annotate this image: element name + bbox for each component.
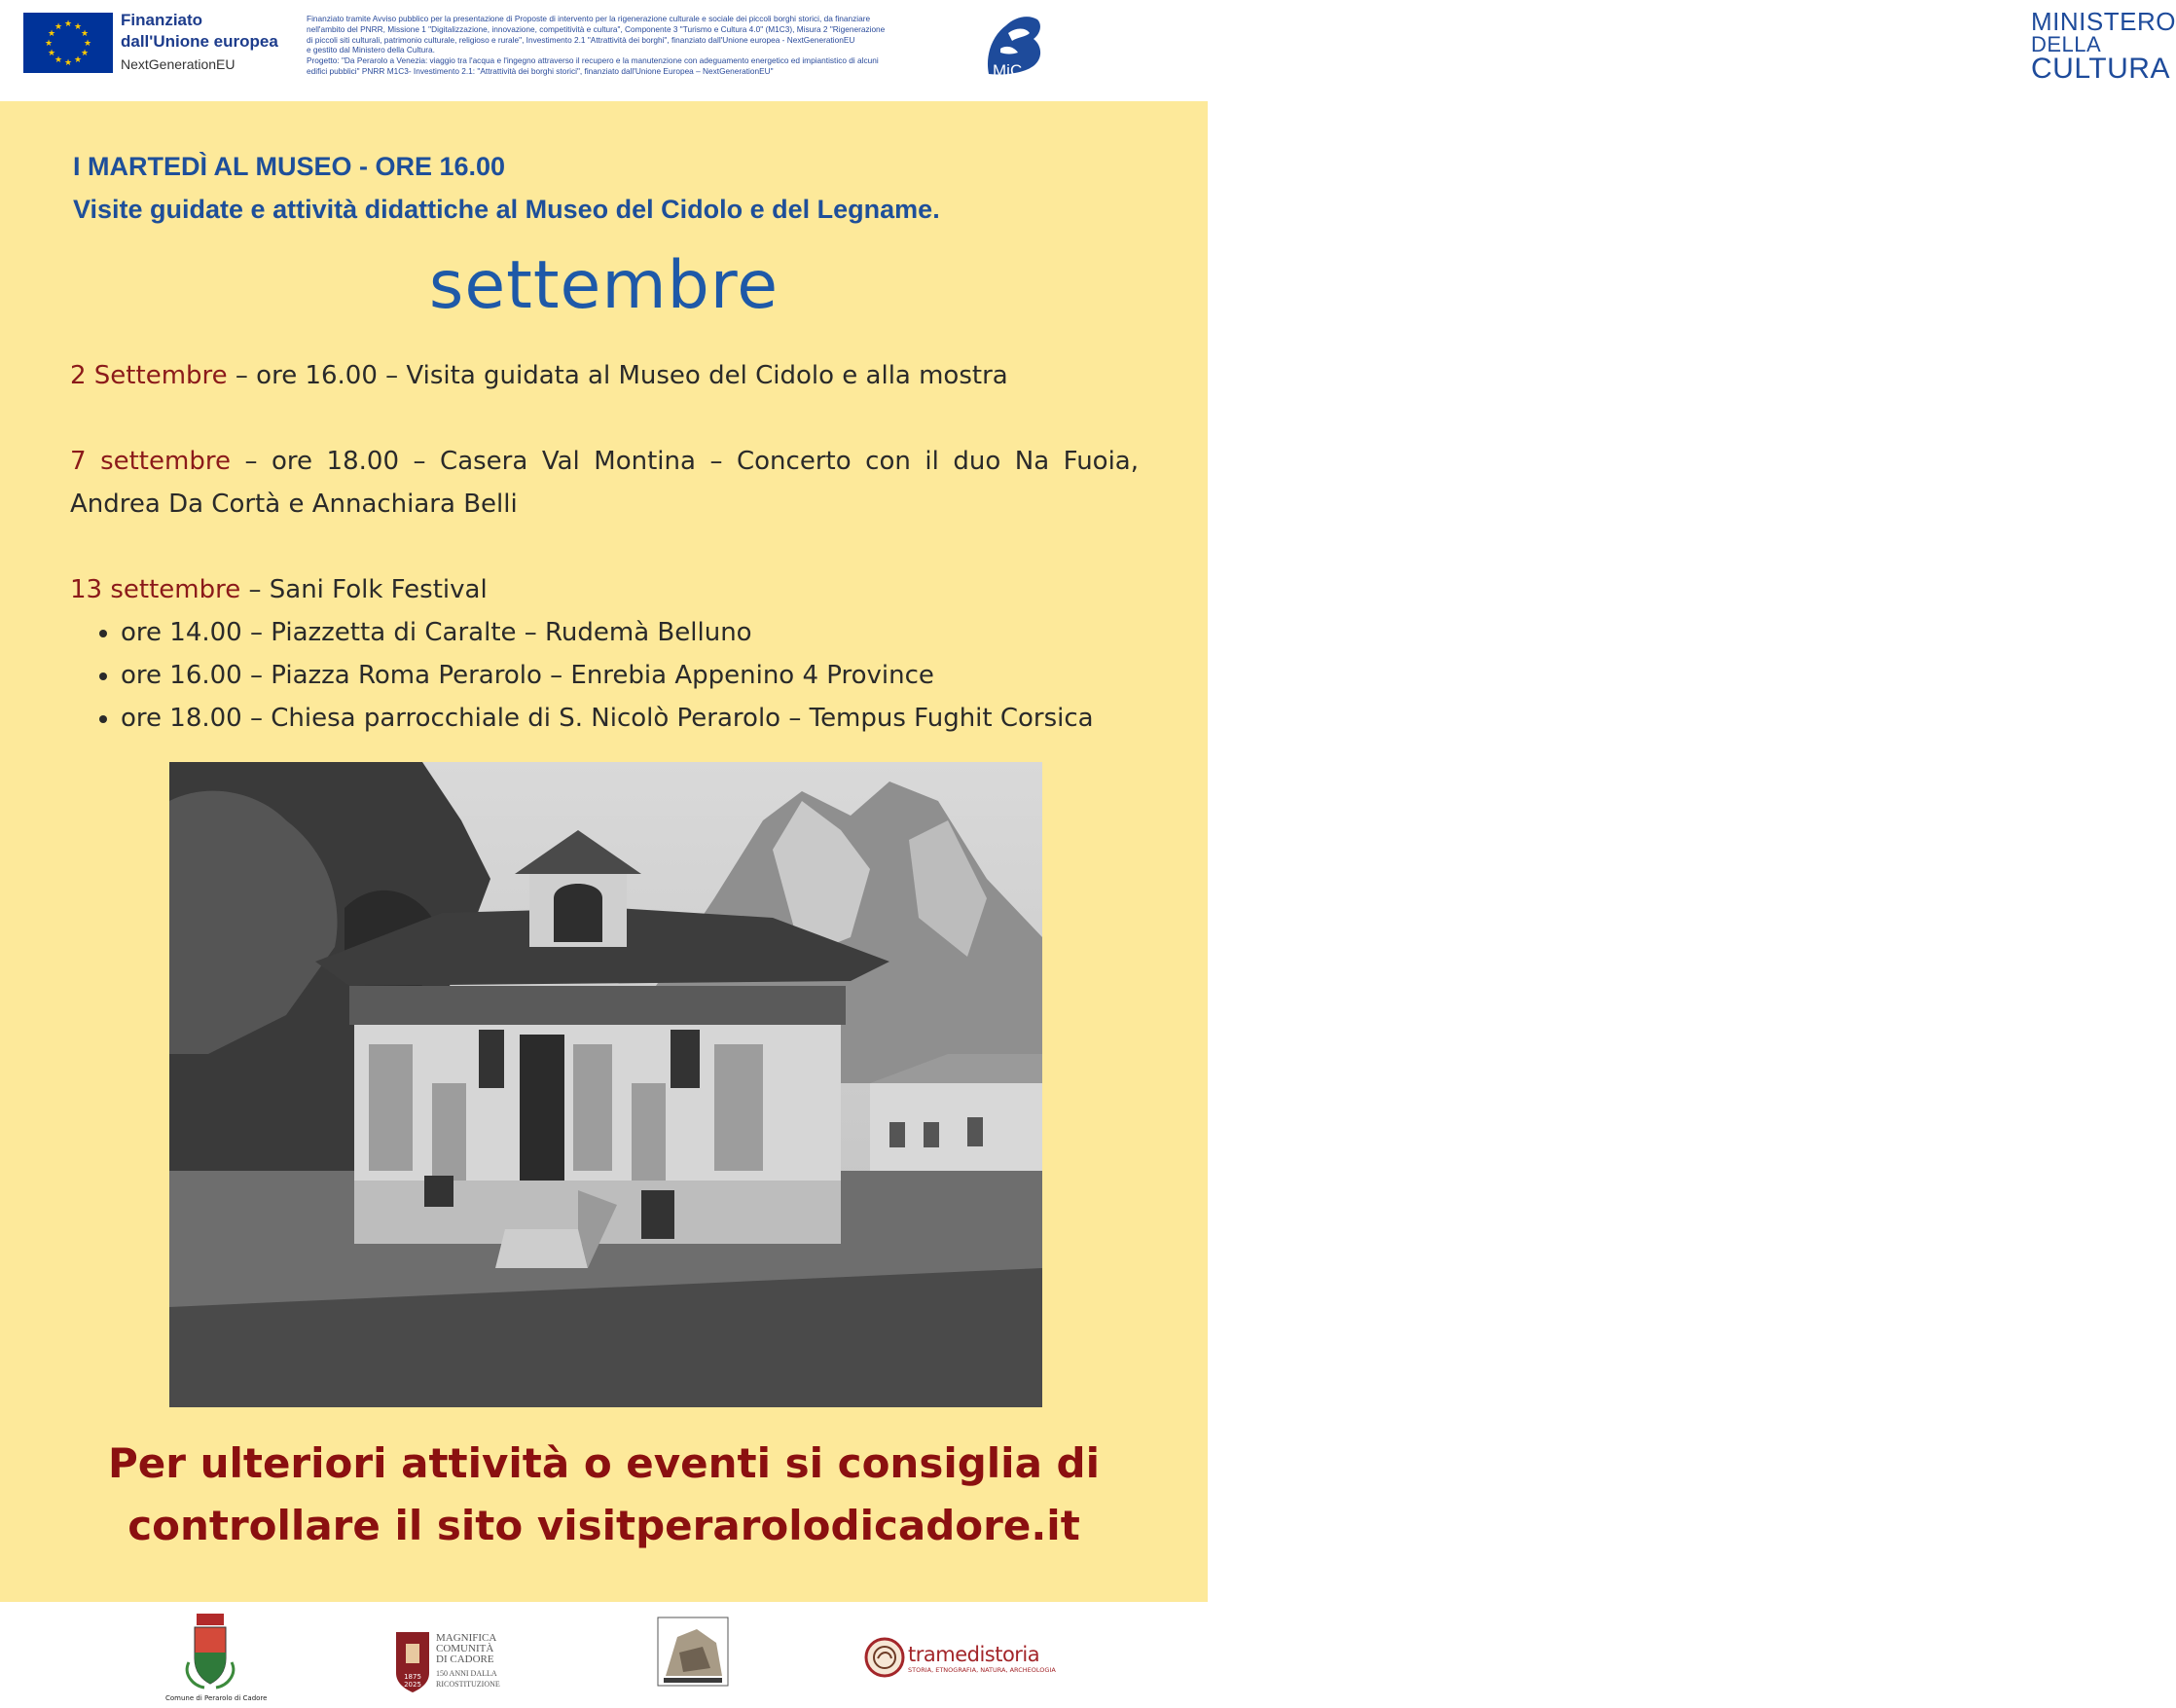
eu-logo-line1: Finanziato bbox=[121, 11, 203, 29]
cta-line1: Per ulteriori attività o eventi si consiglia di bbox=[107, 1439, 1101, 1487]
event-description: – ore 18.00 – Casera Val Montina – Concerto con il duo Na Fuoia, Andrea Da Cortà e Annachiara Belli bbox=[70, 447, 1140, 519]
eu-flag-icon bbox=[23, 13, 113, 73]
event-date: 7 settembre bbox=[70, 447, 231, 476]
comune-perarolo-coat-of-arms-icon bbox=[183, 1614, 237, 1695]
magnifica-comunita-cadore-emblem-icon bbox=[394, 1628, 431, 1698]
funding-line: di piccoli siti culturali, patrimonio culturale, religioso e rurale", Investimento 2.1 "Attrattività dei borghi", finanziato dall'Unione europea - NextGenerationEU bbox=[307, 34, 855, 45]
event-item bbox=[70, 354, 1139, 397]
main-panel bbox=[0, 101, 1208, 1602]
festival-slot: • ore 16.00 – Piazza Roma Perarolo – Enrebia Appenino 4 Province bbox=[121, 654, 1139, 697]
svg-text:★: ★ bbox=[80, 29, 90, 39]
event-item bbox=[70, 568, 1139, 611]
svg-text:★: ★ bbox=[73, 55, 83, 65]
ministry-emblem-icon bbox=[979, 6, 1049, 80]
ministry-line3: CULTURA bbox=[2031, 53, 2170, 85]
ministry-culture-logo bbox=[979, 6, 2176, 85]
svg-text:1875: 1875 bbox=[404, 1673, 421, 1681]
funding-line: e gestito dal Ministero della Cultura. bbox=[307, 45, 435, 55]
website-call-to-action bbox=[0, 1433, 1208, 1557]
funding-statement bbox=[307, 14, 968, 77]
festival-schedule bbox=[70, 611, 1139, 740]
svg-text:★: ★ bbox=[44, 39, 54, 49]
event-description: – Sani Folk Festival bbox=[240, 575, 488, 604]
funding-line: nell'ambito del PNRR, Missione 1 "Digitalizzazione, innovazione, competitività e cultura", Componente 3 "Turismo e Cultura 4.0" (M1C3), Misura 2 "Rigenerazione bbox=[307, 23, 886, 34]
funding-line: Progetto: "Da Perarolo a Venezia: viaggio tra l'acqua e l'ingegno attraverso il recupero e la manutenzione con adeguamento energetico ed impiantistico di alcuni bbox=[307, 55, 879, 66]
mcc-line1: MAGNIFICA bbox=[436, 1632, 497, 1644]
event-date: 2 Settembre bbox=[70, 361, 228, 390]
svg-text:★: ★ bbox=[73, 22, 83, 32]
magnifica-comunita-wordmark bbox=[436, 1633, 500, 1690]
svg-text:★: ★ bbox=[54, 22, 63, 32]
event-item bbox=[70, 440, 1139, 526]
event-date: 13 settembre bbox=[70, 575, 241, 604]
eu-logo-line2: dall'Unione europea bbox=[121, 32, 278, 51]
svg-text:★: ★ bbox=[63, 58, 73, 68]
program-subtitle: Visite guidate e attività didattiche al Museo del Cidolo e del Legname. bbox=[73, 195, 940, 224]
trame-di-storia-wordmark bbox=[908, 1643, 1056, 1674]
mcc-line5: RICOSTITUZIONE bbox=[436, 1680, 500, 1689]
footer-logos bbox=[0, 1602, 1208, 1708]
svg-text:2025: 2025 bbox=[404, 1681, 421, 1689]
museum-building-photo bbox=[169, 762, 1042, 1407]
trame-di-storia-emblem-icon bbox=[864, 1637, 905, 1682]
museum-illustration-logo-icon bbox=[658, 1617, 728, 1690]
eu-logo-line3: NextGenerationEU bbox=[121, 56, 236, 72]
ministry-line2: DELLA bbox=[2031, 32, 2102, 56]
funding-line: edifici pubblici" PNRR M1C3- Investimento 2.1: "Attrattività dei borghi storici", finanziato dall'Unione Europea – NextGenerationEU" bbox=[307, 65, 774, 76]
month-heading: settembre bbox=[428, 247, 780, 324]
svg-text:★: ★ bbox=[83, 39, 92, 49]
cta-line2: controllare il sito visitperarolodicadore.it bbox=[127, 1502, 1080, 1549]
svg-text:★: ★ bbox=[54, 55, 63, 65]
festival-slot: • ore 18.00 – Chiesa parrocchiale di S. Nicolò Perarolo – Tempus Fughit Corsica bbox=[121, 697, 1139, 740]
event-description: – ore 16.00 – Visita guidata al Museo del Cidolo e alla mostra bbox=[227, 361, 1008, 390]
funding-line: Finanziato tramite Avviso pubblico per la presentazione di Proposte di intervento per la rigenerazione culturale e sociale dei piccoli borghi storici, da finanziare bbox=[307, 14, 871, 23]
svg-text:★: ★ bbox=[47, 29, 56, 39]
ministry-line1: MINISTERO bbox=[2031, 7, 2176, 36]
trame-main-text: tramedistoria bbox=[908, 1643, 1040, 1666]
eu-funding-logo-text bbox=[121, 10, 278, 76]
mcc-line2: COMUNITÀ bbox=[436, 1643, 494, 1654]
trame-sub-text: STORIA, ETNOGRAFIA, NATURA, ARCHEOLOGIA bbox=[908, 1666, 1056, 1674]
svg-text:★: ★ bbox=[63, 19, 73, 29]
mcc-line3: DI CADORE bbox=[436, 1653, 494, 1665]
comune-caption: Comune di Perarolo di Cadore bbox=[165, 1694, 268, 1702]
header-bar bbox=[0, 0, 2176, 101]
ministry-wordmark bbox=[2031, 8, 2176, 84]
events-list bbox=[70, 354, 1139, 740]
program-title: I MARTEDÌ AL MUSEO - ORE 16.00 bbox=[73, 152, 506, 181]
svg-text:★: ★ bbox=[47, 49, 56, 58]
svg-text:MiC: MiC bbox=[993, 61, 1023, 80]
mcc-line4: 150 ANNI DALLA bbox=[436, 1669, 497, 1678]
svg-text:★: ★ bbox=[80, 49, 90, 58]
festival-slot: • ore 14.00 – Piazzetta di Caralte – Rudemà Belluno bbox=[121, 611, 1139, 654]
